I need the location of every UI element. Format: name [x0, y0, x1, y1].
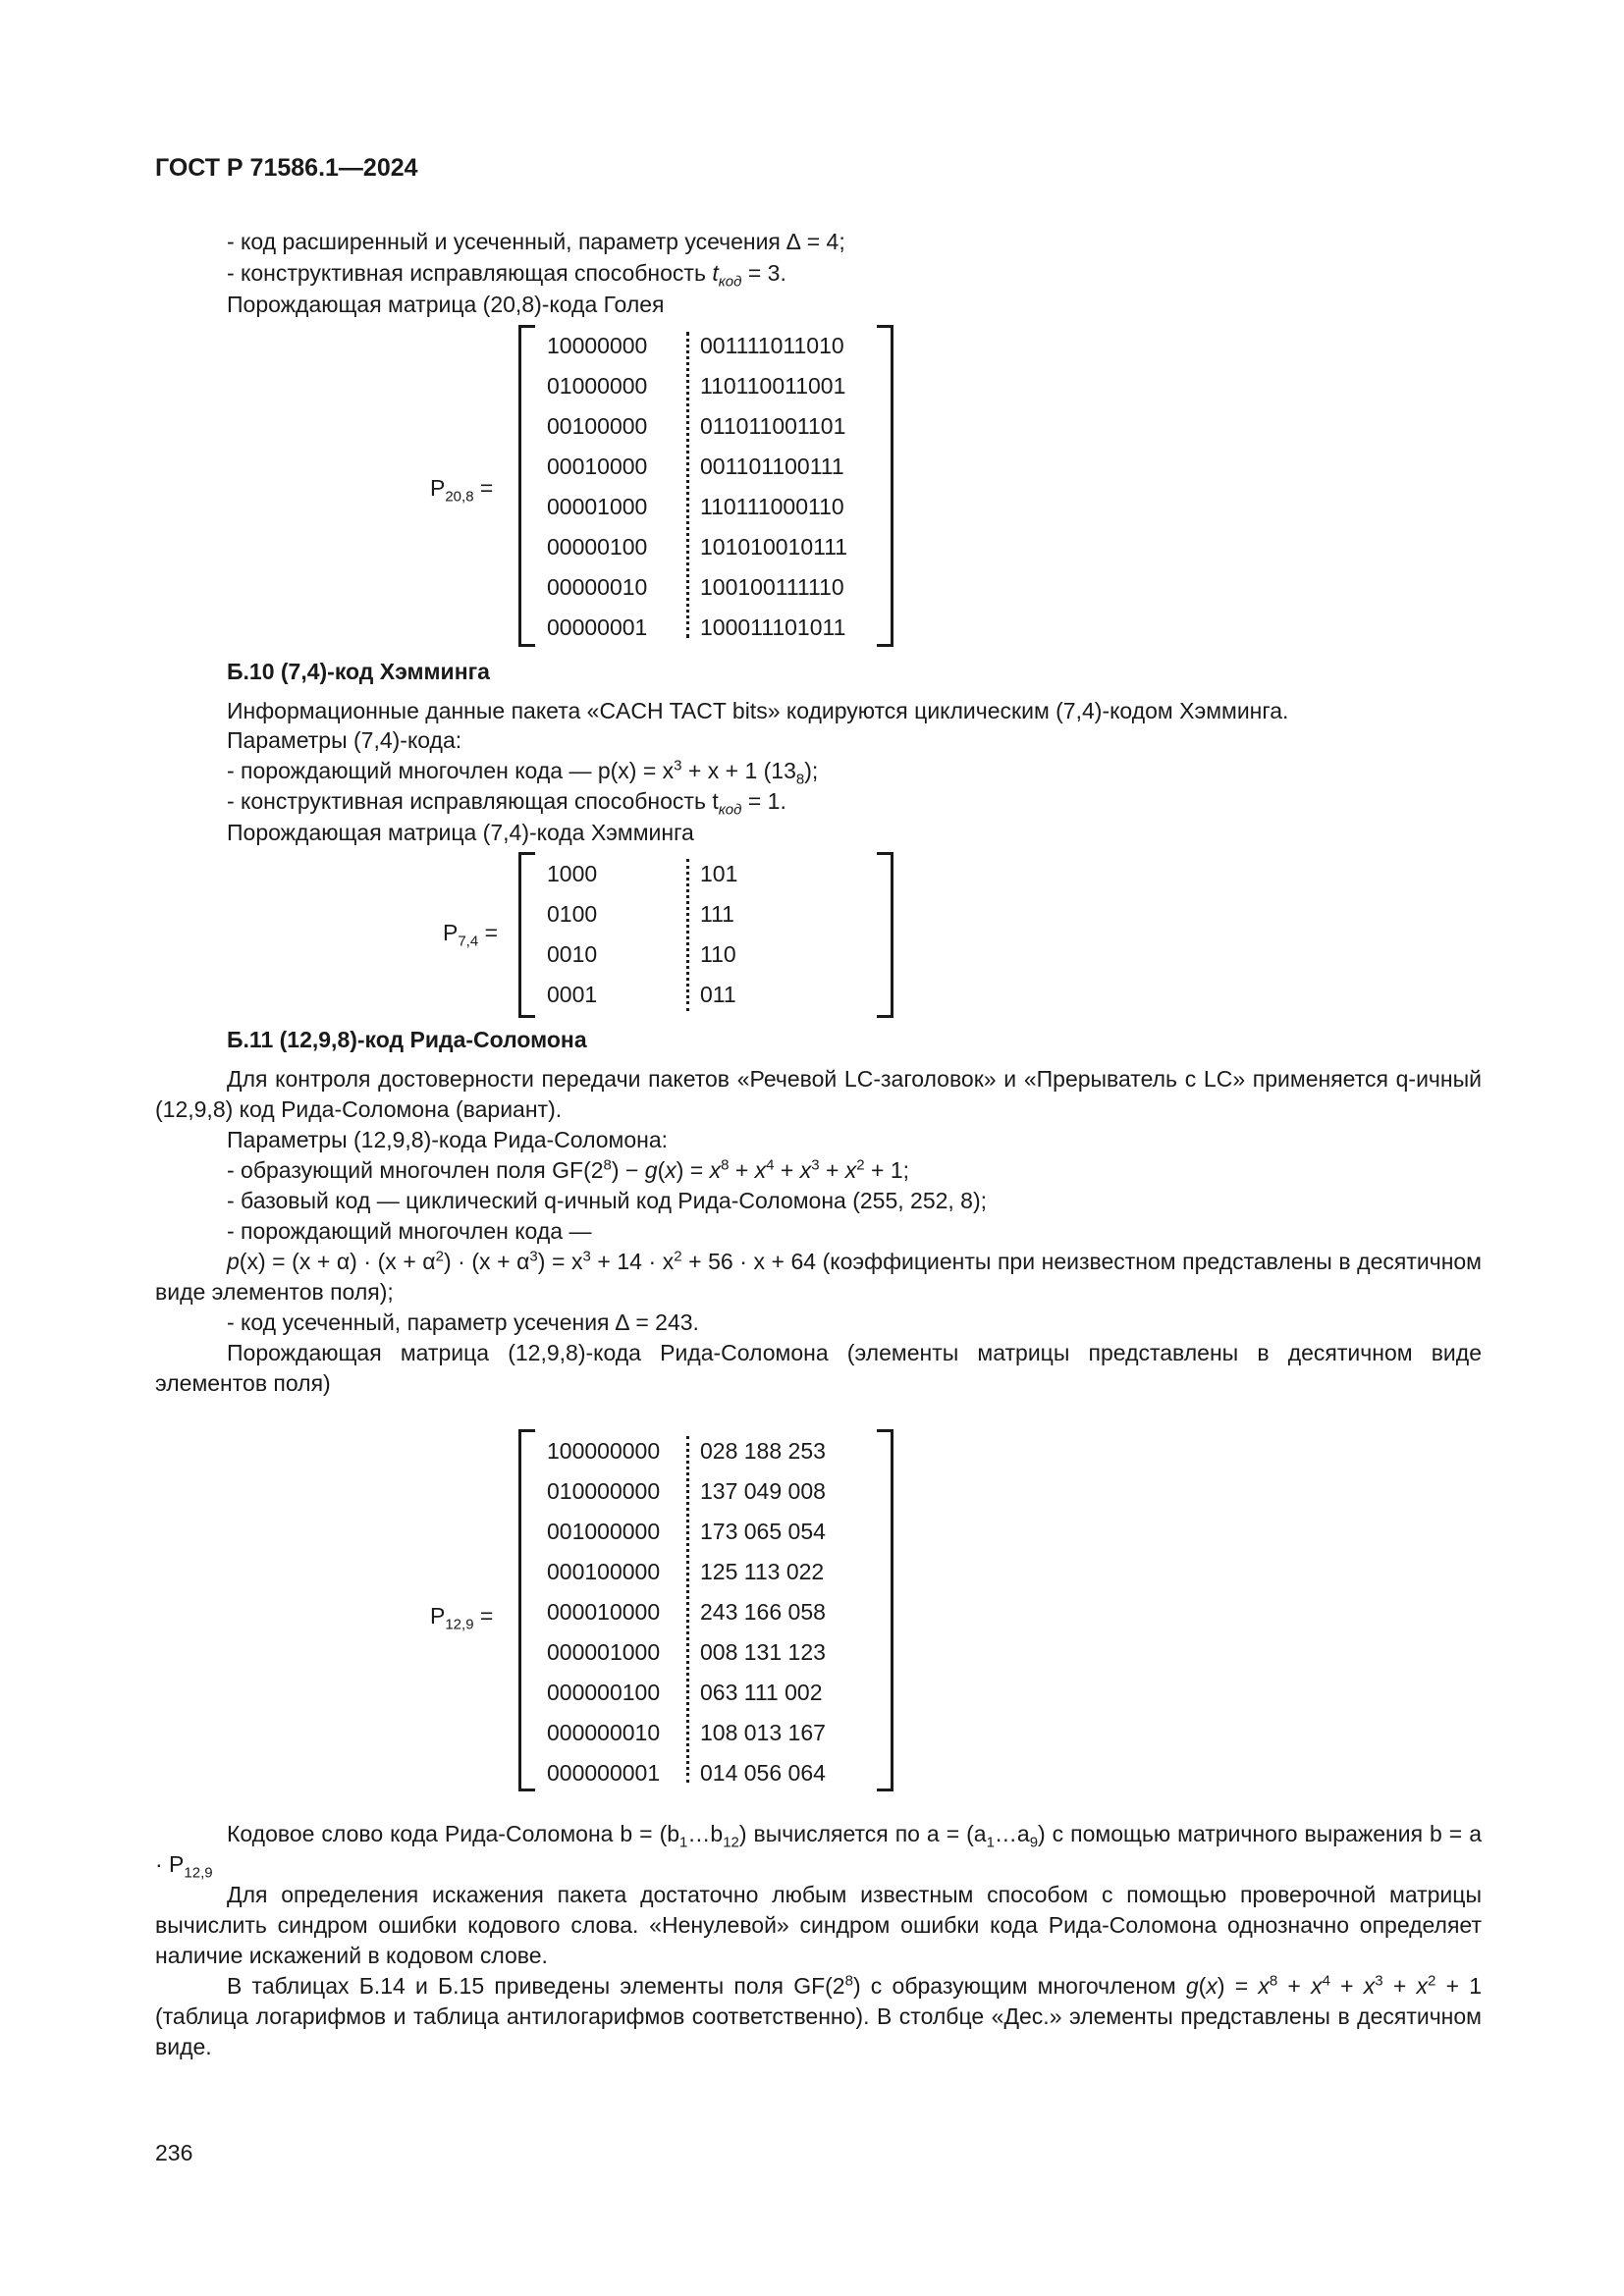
rs-field-polynomial: - образующий многочлен поля $GF(2^8) - g(x) = x^8 + x^4 + x^3 + x^2 + 1$;: [227, 1156, 910, 1183]
matrix-cell-parity: 173 065 054: [700, 1519, 826, 1544]
matrix-cell-identity: 001000000: [547, 1519, 661, 1544]
matrix-cell-identity: 100000000: [547, 1438, 661, 1464]
matrix-cell-parity: 028 188 253: [700, 1438, 826, 1464]
matrix-cell-identity: 000000010: [547, 1720, 661, 1745]
matrix-cell-identity: 0100: [547, 901, 598, 927]
golay-bracket-left: [518, 325, 535, 647]
matrix-cell-identity: 00000100: [547, 534, 648, 560]
matrix-cell-parity: 108 013 167: [700, 1720, 826, 1745]
matrix-cell-parity: 001101100111: [700, 454, 844, 479]
matrix-cell-identity: 00010000: [547, 454, 648, 479]
matrix-cell-identity: 000100000: [547, 1559, 661, 1584]
hamming-bracket-left: [518, 852, 535, 1018]
matrix-cell-parity: 110110011001: [700, 373, 846, 399]
matrix-cell-identity: 00000001: [547, 614, 648, 640]
matrix-cell-parity: 011011001101: [700, 413, 846, 439]
rs-tables-note: В таблицах Б.14 и Б.15 приведены элементы поля $GF(2^8)$ с образующим многочленом $g(x) = x^8 + x^4 + x^3 + x^2 + 1$ (таблица логарифмов и таблица антилогарифмов соответственно). В столбце «Дес.» элементы представлены в десятичном виде.: [155, 1972, 1483, 2059]
matrix-cell-parity: 100011101011: [700, 614, 846, 640]
rs-codeword: Кодовое слово кода Рида-Соломона $b = (b_1\dots b_{12})$ вычисляется по $a = (a_1\dots a_9)$ с помощью матричного выражения $b = a \cdot P_{12,9}$: [155, 1821, 1482, 1882]
hamming-section-title: Б.10 (7,4)-код Хэмминга: [227, 659, 490, 684]
rs-bracket-right: [877, 1429, 893, 1791]
tail-body: [155, 1819, 1482, 2062]
matrix-cell-identity: 1000: [547, 861, 598, 886]
matrix-cell-identity: 000000100: [547, 1680, 661, 1705]
document-header: ГОСТ Р 71586.1—2024: [155, 154, 418, 182]
matrix-cell-parity: 137 049 008: [700, 1478, 826, 1504]
matrix-cell-identity: 000001000: [547, 1639, 661, 1665]
matrix-cell-identity: 10000000: [547, 333, 648, 358]
matrix-cell-parity: 101: [700, 861, 738, 886]
matrix-cell-parity: 101010010111: [700, 534, 848, 560]
matrix-cell-parity: 110: [700, 941, 736, 967]
matrix-cell-parity: 110111000110: [700, 494, 844, 519]
golay-matrix-caption: Порождающая матрица (20,8)-кода Голея: [227, 292, 665, 317]
golay-param-correcting: - конструктивная исправляющая способность $t_{код} = 3$.: [227, 260, 786, 291]
matrix-cell-identity: 000010000: [547, 1599, 661, 1625]
hamming-bracket-right: [877, 852, 893, 1018]
matrix-cell-parity: 001111011010: [700, 333, 844, 358]
rs-base-code: - базовый код — циклический q-ичный код Рида-Соломона (255, 252, 8);: [227, 1188, 988, 1213]
matrix-cell-parity: 011: [700, 982, 736, 1007]
rs-params-title: Параметры (12,9,8)-кода Рида-Соломона:: [227, 1127, 669, 1152]
matrix-cell-identity: 0001: [547, 982, 598, 1007]
rs-section-title: Б.11 (12,9,8)-код Рида-Соломона: [227, 1027, 587, 1052]
rs-syndrome: Для определения искажения пакета достаточно любым известным способом с помощью проверочной матрицы вычислить синдром ошибки кодового слова. «Ненулевой» синдром ошибки кода Рида-Соломона однозначно определяет наличие искажений в кодовом слове.: [155, 1882, 1482, 1968]
rs-separator: [686, 1436, 689, 1783]
hamming-generator: - порождающий многочлен кода — $p(x) = x^3 + x + 1$ $(13_8)$;: [227, 757, 819, 788]
rs-body: [155, 1064, 1482, 1399]
page-number: 236: [155, 2140, 193, 2165]
matrix-cell-parity: 125 113 022: [700, 1559, 825, 1584]
matrix-cell-identity: 000000001: [547, 1760, 661, 1786]
golay-param-truncation: - код расширенный и усеченный, параметр усечения ∆ = 4;: [227, 229, 845, 254]
hamming-separator: [686, 859, 689, 1011]
golay-bracket-right: [877, 325, 893, 647]
hamming-correcting: - конструктивная исправляющая способность $t_{код} = 1$.: [227, 788, 786, 819]
rs-generator-polynomial: $p(x) = (x + \alpha) \cdot (x + \alpha^2) \cdot (x + \alpha^3) = x^3 + 14 \cdot x^2 + 56 \cdot x + 64$ (коэффициенты при неизвестном представлены в десятичном виде элементов поля);: [155, 1248, 1482, 1305]
matrix-cell-identity: 00000010: [547, 574, 648, 600]
matrix-cell-parity: 014 056 064: [700, 1760, 826, 1786]
matrix-cell-identity: 00100000: [547, 413, 648, 439]
matrix-cell-identity: 01000000: [547, 373, 648, 399]
golay-separator: [686, 332, 689, 638]
rs-truncation: - код усеченный, параметр усечения ∆ = 243.: [227, 1309, 699, 1335]
matrix-cell-identity: 00001000: [547, 494, 648, 519]
hamming-matrix-caption: Порождающая матрица (7,4)-кода Хэмминга: [227, 820, 694, 845]
rs-bracket-left: [518, 1429, 535, 1791]
rs-intro: Для контроля достоверности передачи пакетов «Речевой LC-заголовок» и «Прерыватель с LC» применяется q-ичный (12,9,8) код Рида-Соломона (вариант).: [155, 1066, 1482, 1122]
matrix-cell-identity: 0010: [547, 941, 598, 967]
hamming-intro: Информационные данные пакета «CACH TACT bits» кодируются циклическим (7,4)-кодом Хэмминга.: [227, 698, 1289, 723]
matrix-cell-parity: 243 166 058: [700, 1599, 826, 1625]
golay-matrix-label: $P_{20,8}$ =: [430, 475, 494, 506]
hamming-matrix-label: $P_{7,4}$ =: [443, 920, 499, 950]
matrix-cell-parity: 111: [700, 901, 734, 927]
rs-matrix-label: $P_{12,9}$ =: [430, 1603, 494, 1633]
matrix-cell-identity: 010000000: [547, 1478, 661, 1504]
rs-generator-title: - порождающий многочлен кода —: [227, 1218, 592, 1244]
matrix-cell-parity: 008 131 123: [700, 1639, 826, 1665]
hamming-params-title: Параметры (7,4)-кода:: [227, 727, 462, 753]
matrix-cell-parity: 100100111110: [700, 574, 844, 600]
rs-matrix-caption: Порождающая матрица (12,9,8)-кода Рида-Соломона (элементы матрицы представлены в десятичном виде элементов поля): [155, 1340, 1482, 1396]
matrix-cell-parity: 063 111 002: [700, 1680, 823, 1705]
